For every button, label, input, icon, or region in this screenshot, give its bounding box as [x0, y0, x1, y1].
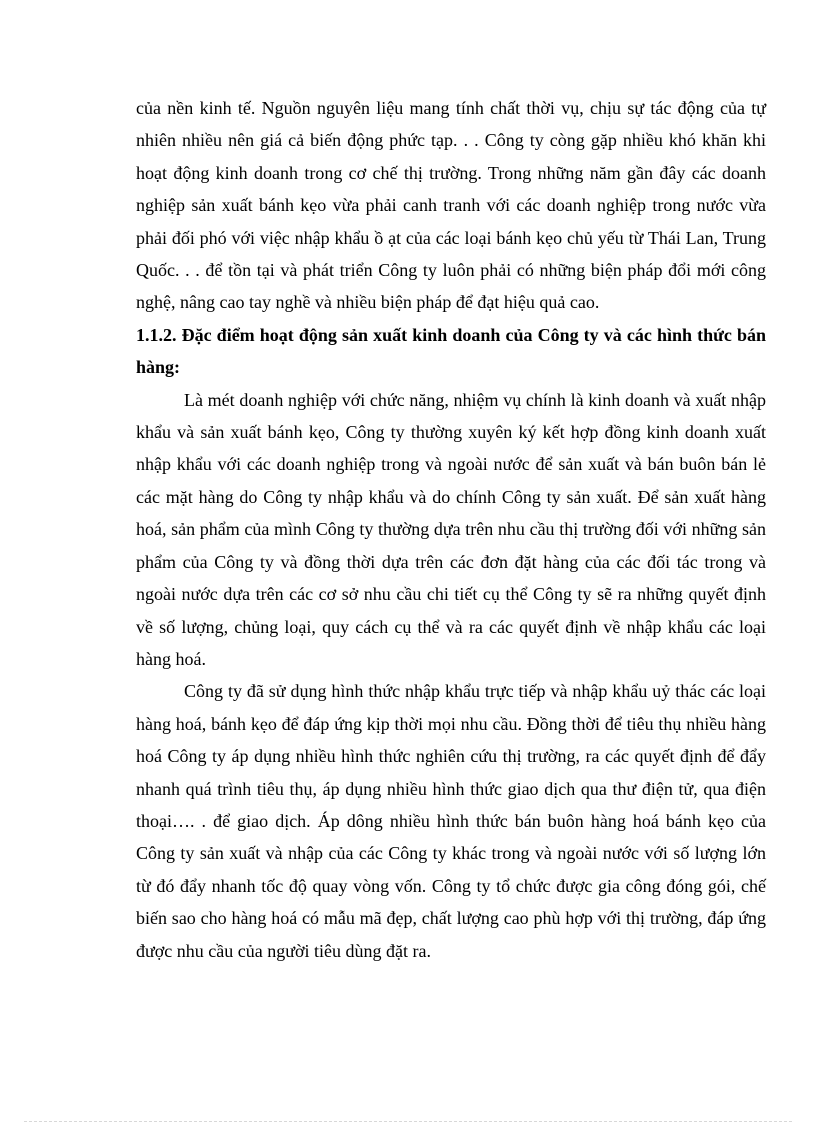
paragraph-import-sales-methods: Công ty đã sử dụng hình thức nhập khẩu trực tiếp và nhập khẩu uỷ thác các loại hàng hoá, bánh kẹo để đáp ứng kịp thời mọi nhu cầu. Đồng thời để tiêu thụ nhiều hàng hoá Công ty áp dụng nhiều hình thức nghiên cứu thị trường, ra các quyết định để đẩy nhanh quá trình tiêu thụ, áp dụng nhiều hình thức giao dịch qua thư điện tử, qua điện thoại…. . để giao dịch. Áp dông nhiều hình thức bán buôn hàng hoá bánh kẹo của Công ty sản xuất và nhập của các Công ty khác trong và ngoài nước với số lượng lớn từ đó đẩy nhanh tốc độ quay vòng vốn. Công ty tổ chức được gia công đóng gói, chế biến sao cho hàng hoá có mẫu mã đẹp, chất lượng cao phù hợp với thị trường, đáp ứng được nhu cầu của người tiêu dùng đặt ra. [136, 681, 766, 961]
paragraph-business-activities: Là mét doanh nghiệp với chức năng, nhiệm vụ chính là kinh doanh và xuất nhập khẩu và sản xuất bánh kẹo, Công ty thường xuyên ký kết hợp đồng kinh doanh xuất nhập khẩu với các doanh nghiệp trong và ngoài nước để sản xuất và bán buôn bán lẻ các mặt hàng do Công ty nhập khẩu và do chính Công ty sản xuất. Để sản xuất hàng hoá, sản phẩm của mình Công ty thường dựa trên nhu cầu thị trường đối với những sản phẩm của Công ty và đồng thời dựa trên các đơn đặt hàng của các đối tác trong và ngoài nước dựa trên các cơ sở nhu cầu chi tiết cụ thể Công ty sẽ ra những quyết định về số lượng, chủng loại, quy cách cụ thể và ra các quyết định về nhập khẩu các loại hàng hoá. [136, 389, 766, 669]
paragraph-continuation: của nền kinh tế. Nguồn nguyên liệu mang tính chất thời vụ, chịu sự tác động của tự nhiên nhiều nên giá cả biến động phức tạp. . . Công ty còng gặp nhiều khó khăn khi hoạt động kinh doanh trong cơ chế thị trường. Trong những năm gần đây các doanh nghiệp sản xuất bánh kẹo vừa phải canh tranh với các doanh nghiệp trong nước vừa phải đối phó với việc nhập khẩu ồ ạt của các loại bánh kẹo chủ yếu từ Thái Lan, Trung Quốc. . . để tồn tại và phát triển Công ty luôn phải có những biện pháp đổi mới công nghệ, nâng cao tay nghề và nhiều biện pháp để đạt hiệu quả cao. [136, 98, 766, 313]
page-bottom-divider [24, 1121, 792, 1122]
page-body [136, 92, 766, 967]
section-heading: 1.1.2. Đặc điểm hoạt động sản xuất kinh doanh của Công ty và các hình thức bán hàng: [136, 324, 766, 378]
